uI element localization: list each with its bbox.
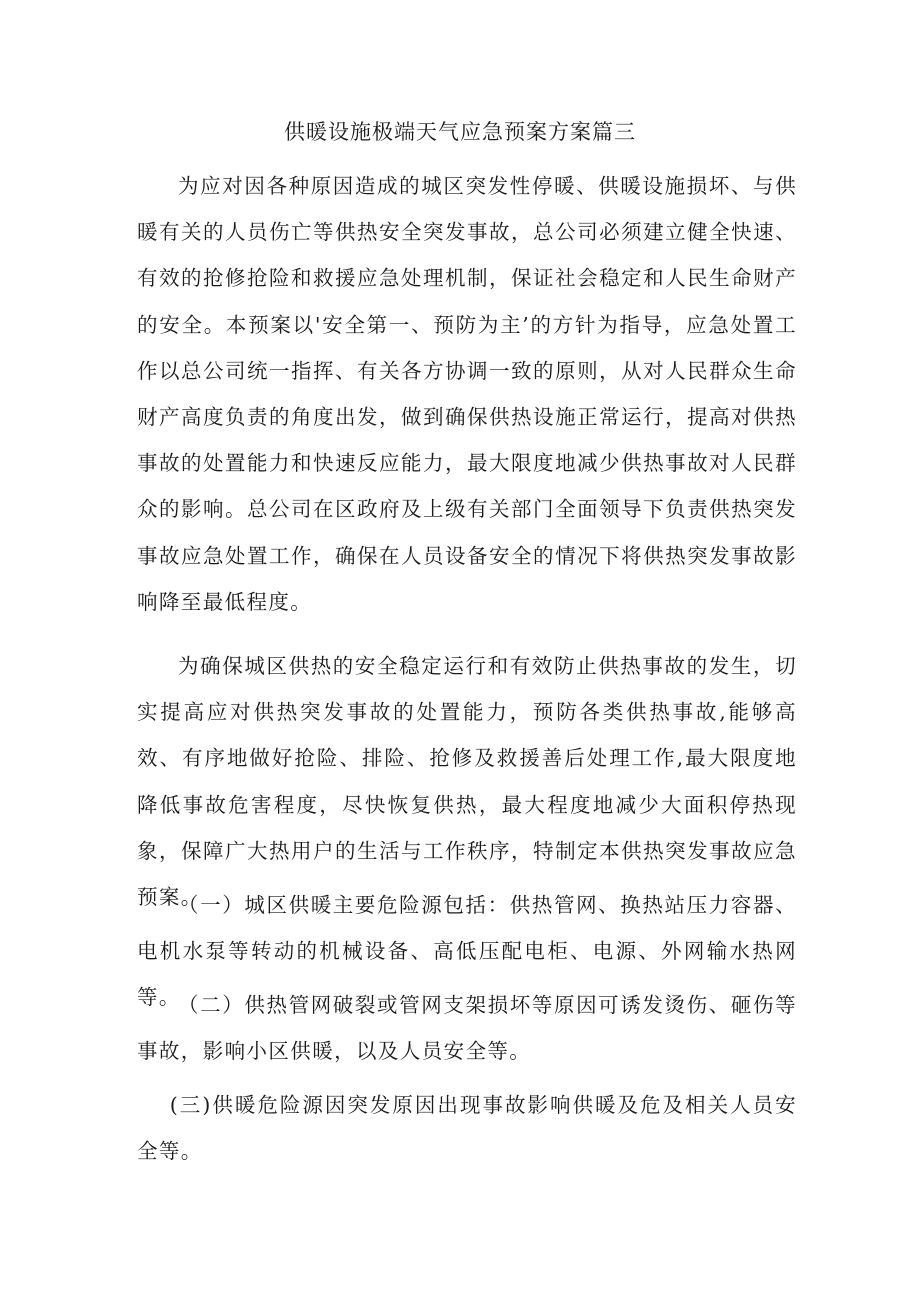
paragraph-item-2: （二）供热管网破裂或管网支架损坏等原因可诱发烫伤、砸伤等事故，影响小区供暖，以及人员安全等。	[137, 993, 797, 1064]
document-title: 供暖设施极端天气应急预案方案篇三	[284, 120, 636, 144]
paragraph-intro: 为应对因各种原因造成的城区突发性停暖、供暖设施损坏、与供暖有关的人员伤亡等供热安全突发事故，总公司必须建立健全快速、有效的抢修抢险和救援应急处理机制，保证社会稳定和人民生命财产的安全。本预案以'安全第一、预防为主’的方针为指导，应急处置工作以总公司统一指挥、有关各方协调一致的原则，从对人民群众生命财产高度负责的角度出发，做到确保供热设施正常运行，提高对供热事故的处置能力和快速反应能力，最大限度地减少供热事故对人民群众的影响。总公司在区政府及上级有关部门全面领导下负责供热突发事故应急处置工作，确保在人员设备安全的情况下将供热突发事故影响降至最低程度。	[137, 174, 797, 614]
paragraph-purpose: 为确保城区供热的安全稳定运行和有效防止供热事故的发生，切实提高应对供热突发事故的处置能力，预防各类供热事故,能够高效、有序地做好抢险、排险、抢修及救援善后处理工作,最大限度地降低事故危害程度，尽快恢复供热，最大程度地减少大面积停热现象，保障广大热用户的生活与工作秩序，特制定本供热突发事故应急预案。	[137, 654, 797, 910]
paragraph-item-1: （一）城区供暖主要危险源包括：供热管网、换热站压力容器、电机水泵等转动的机械设备、高低压配电柜、电源、外网输水热网等。	[137, 893, 797, 1010]
paragraph-item-3: (三)供暖危险源因突发原因出现事故影响供暖及危及相关人员安全等。	[137, 1093, 797, 1164]
